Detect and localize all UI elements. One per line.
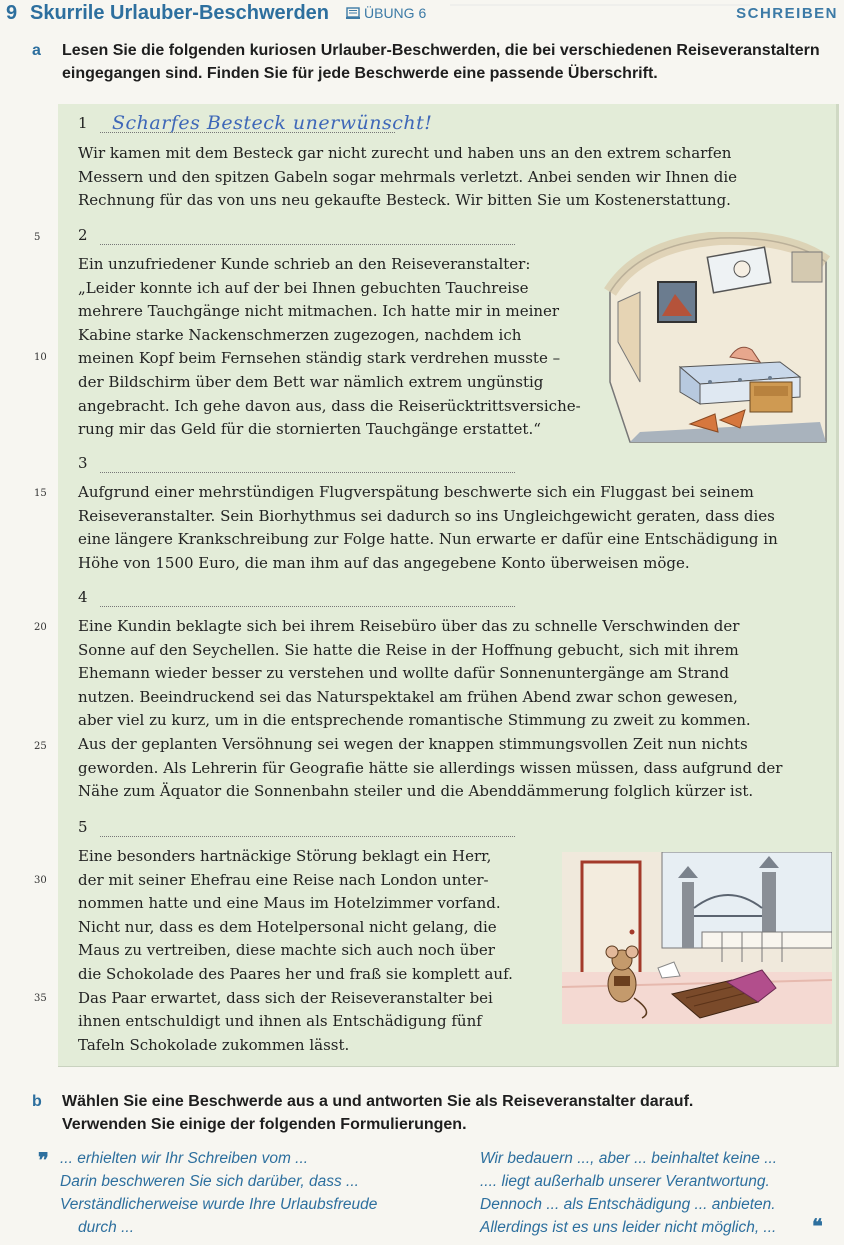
item-1-answer-line (100, 132, 395, 133)
line-number-15: 15 (34, 488, 47, 499)
phrase-left-2: Verständlicherweise wurde Ihre Urlaubsfreude (60, 1196, 378, 1213)
item-3-text: Aufgrund einer mehrstündigen Flugverspätung beschwerte sich ein Fluggast bei seinem Reiseveranstalter. Sein Biorhythmus sei dadurch so ins Ungleichgewicht geraten, dass dies eine längere Krankschreibung zur Folge hatte. Nun erwarte er dafür eine Entschädigung in Höhe von 1500 Euro, die man ihm auf das angegebene Konto überweisen möge. (78, 483, 778, 572)
phrase-right-3: Allerdings ist es uns leider nicht möglich, ... (480, 1219, 777, 1236)
item-5-text: Eine besonders hartnäckige Störung beklagt ein Herr, der mit seiner Ehefrau eine Reise nach London unter- nommen hatte und eine Maus im Hotelzimmer vorfand. Nicht nur, dass es dem Hotelpersonal nicht gelang, die Maus zu vertreiben, diese machte sich auch noch über die Schokolade des Paares her und fraß sie komplett auf. Das Paar erwartet, dass sich der Reiseveranstalter bei ihnen entschuldigt und ihnen als Entschädigung fünf Tafeln Schokolade zukommen lässt. (78, 847, 513, 1054)
item-1-handwritten-heading: Scharfes Besteck unerwünscht! (112, 112, 433, 134)
item-3-number: 3 (78, 454, 88, 472)
task-b-instruction: Wählen Sie eine Beschwerde aus a und antworten Sie als Reiseveranstalter darauf. Verwenden Sie einige der folgenden Formulierungen. (62, 1093, 694, 1133)
book-icon (346, 7, 360, 19)
item-5-answer-line (100, 836, 515, 837)
line-number-5: 5 (34, 232, 41, 243)
exercise-title: Skurrile Urlauber-Beschwerden (30, 2, 329, 24)
item-3-answer-line (100, 472, 515, 473)
item-4-text: Eine Kundin beklagte sich bei ihrem Reisebüro über das zu schnelle Verschwinden der Sonne auf den Seychellen. Sie hatte die Reise in der Hoffnung gebucht, sich mit ihrem Ehemann wieder besser zu verstehen und wollte dafür Sonnenuntergänge am Strand nutzen. Beeindruckend sei das Naturspektakel am frühen Abend zwar schon gewesen, aber viel zu kurz, um in die entsprechende romantische Stimmung zu zweit zu kommen. Aus der geplanten Versöhnung sei wegen der knappen stimmungsvollen Zeit nun nichts geworden. Als Lehrerin für Geografie hätte sie allerdings wissen müssen, dass aufgrund der Nähe zum Äquator die Sonnenbahn steiler und die Abenddämmerung folglich kürzer ist. (78, 617, 783, 801)
exercise-reference (346, 5, 426, 21)
line-number-10: 10 (34, 352, 47, 363)
skill-label: SCHREIBEN (736, 5, 838, 22)
task-a-letter: a (32, 42, 41, 59)
phrase-right-2: Dennoch ... als Entschädigung ... anbieten. (480, 1196, 776, 1213)
item-5-number: 5 (78, 818, 88, 836)
mouse-chocolate-illustration-icon (562, 852, 832, 1024)
item-2-answer-line (100, 244, 515, 245)
exercise-reference-label: ÜBUNG 6 (364, 5, 427, 21)
line-number-35: 35 (34, 993, 47, 1004)
item-1-number: 1 (78, 114, 88, 132)
line-number-30: 30 (34, 875, 47, 886)
phrase-right-1: .... liegt außerhalb unserer Verantwortung. (480, 1173, 770, 1190)
exercise-number: 9 (6, 2, 18, 24)
phrase-left-3: durch ... (78, 1219, 134, 1236)
line-number-25: 25 (34, 741, 47, 752)
item-4-answer-line (100, 606, 515, 607)
exercise-header (0, 0, 844, 26)
task-a-instruction: Lesen Sie die folgenden kuriosen Urlauber-Beschwerden, die bei verschiedenen Reiseveranstaltern eingegangen sind. Finden Sie für jede Beschwerde eine passende Überschrift. (62, 42, 820, 82)
phrase-right-0: Wir bedauern ..., aber ... beinhaltet keine ... (480, 1150, 778, 1167)
line-number-20: 20 (34, 622, 47, 633)
item-2-text: Ein unzufriedener Kunde schrieb an den Reiseveranstalter: „Leider konnte ich auf der bei Ihnen gebuchten Tauchreise mehrere Tauchgänge nicht mitmachen. Ich hatte mir in meiner Kabine starke Nackenschmerzen zugezogen, nachdem ich meinen Kopf beim Fernsehen ständig stark verdrehen musste – der Bildschirm über dem Bett war nämlich extrem ungünstig angebracht. Ich gehe davon aus, dass die Reiserücktrittsversiche- rung mir das Geld für die stornierten Tauchgänge erstattet.“ (78, 255, 581, 439)
item-2-number: 2 (78, 226, 88, 244)
cabin-illustration-icon (600, 232, 832, 452)
phrase-left-1: Darin beschweren Sie sich darüber, dass ... (60, 1173, 359, 1190)
item-4-number: 4 (78, 588, 88, 606)
item-1-text: Wir kamen mit dem Besteck gar nicht zurecht und haben uns an den extrem scharfen Messern und den spitzen Gabeln sogar mehrmals verletzt. Anbei senden wir Ihnen die Rechnung für das von uns neu gekaufte Besteck. Wir bitten Sie um Kostenerstattung. (78, 144, 738, 210)
phrase-left-0: ... erhielten wir Ihr Schreiben vom ... (60, 1150, 309, 1167)
close-quote-mark: ❝ (812, 1214, 823, 1238)
open-quote-mark: ❞ (38, 1148, 49, 1172)
task-b-letter: b (32, 1093, 42, 1110)
